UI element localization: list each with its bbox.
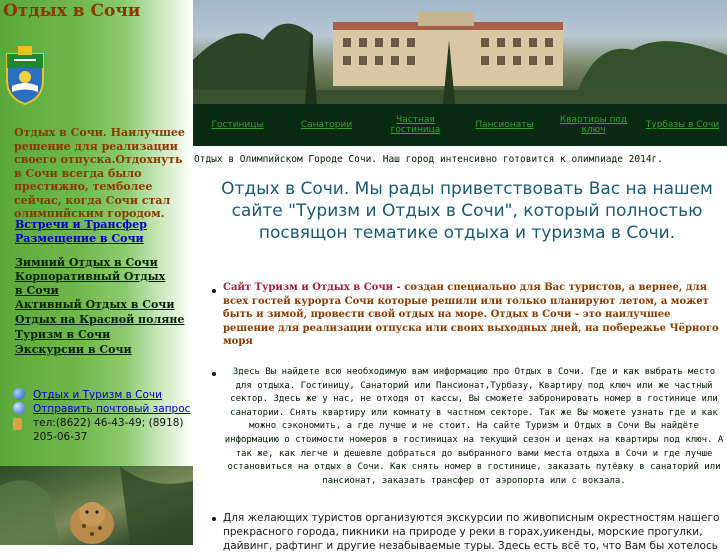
welcome-heading: Отдых в Сочи. Мы рады приветствовать Вас на нашем сайте "Туризм и Отдых в Сочи", который полностью посвящон тематике отдыха и туризма в Сочи. (221, 179, 713, 243)
bullet-1 (212, 289, 216, 293)
link-meetings-transfer[interactable]: Встречи и Трансфер (15, 218, 147, 231)
nav-apartments[interactable]: Квартиры под ключ (559, 115, 628, 135)
mail-request-link[interactable]: Отправить почтовый запрос (33, 403, 191, 415)
sidebar-intro-text: Отдых в Сочи. Наилучшее решение для реализации своего отпуска.Отдохнуть в Сочи всегда было престижно, темболее сейчас, когда Сочи стал олимпийским городом. (14, 126, 185, 220)
sidebar-item-winter[interactable]: Зимний Отдых в Сочи (15, 256, 158, 269)
main-nav (193, 104, 727, 146)
leopard-photo (0, 466, 193, 545)
nav-sanatoriums[interactable]: Санатории (300, 120, 353, 130)
nav-boarding-houses[interactable]: Пансионаты (475, 120, 534, 130)
contact-site-row (13, 388, 162, 401)
sidebar (0, 0, 193, 545)
mail-icon (13, 402, 25, 414)
link-accommodation[interactable]: Размещение в Сочи (15, 232, 144, 245)
paragraph-body: создан специально для Вас туристов, а вернее, для всех гостей курорта Сочи которые решили или только планируют летом, а может быть и зимой, провести свой отдых на море. Отдых в Сочи - это наилучшее решение для реализации отпуска или своих выходных дней, на побережье Чёрного моря (223, 282, 719, 347)
paragraph-info: Здесь Вы найдете всю необходимую вам информацию про Отдых в Сочи. Где и как выбрать место для отдыха. Гостиницу, Санаторий или Пансионат,Турбазу, Квартиру под ключ или же частный сектор. Здесь же у нас, не отходя от кассы, Вы сможете забронировать номер в гостинице или санатории. Снять квартиру или комнату в частном секторе. Так же Вы можете узнать где и как можно сэкономить, а где лучше и не стоит. На сайте Туризм и Отдых в Сочи Вы найдёте информацию о стоимости номеров в гостиницах на текущий сезон и ценах на квартиры под ключ. А так же, как легче и дешевле добраться до выбранного вами места отдыха в Сочи и где лучше остановиться на отдых в Сочи. Как снять номер в гостинице, заказать путёвку в санаторий или пансионат, заказать трансфер от аэропорта или с вокзала. (224, 367, 724, 486)
sidebar-item-active[interactable]: Активный Отдых в Сочи (15, 298, 175, 311)
header-hotel-photo (193, 0, 727, 104)
paragraph-excursions: Для желающих туристов организуются экскурсии по живописным окрестностям нашего прекрасного города, пикники на природе у реки в горах,уикенды, морские прогулки, дайвинг, рафтинг и другие незабываемые туры. Здесь есть всё то, что Вам бы хотелось (223, 512, 720, 552)
nav-private-hotel[interactable]: Частная гостиница (390, 115, 441, 135)
contact-mail-row (13, 402, 190, 415)
sidebar-item-excursions[interactable]: Экскурсии в Сочи (15, 343, 132, 356)
sidebar-item-corporate[interactable]: Корпоративный Отдых в Сочи (15, 270, 166, 297)
tagline: Отдых в Олимпийском Городе Сочи. Наш город интенсивно готовится к олимпиаде 2014г. (194, 154, 663, 165)
bullet-2 (212, 372, 216, 376)
paragraph-site-intro (223, 281, 723, 349)
globe-icon (13, 388, 25, 400)
contact-phone: тел:(8622) 46-43-49; (8918) 205-06-37 (33, 417, 184, 443)
phone-icon (13, 418, 22, 430)
nav-hotels[interactable]: Гостиницы (211, 120, 264, 130)
bullet-3 (212, 517, 216, 521)
coat-of-arms-icon (4, 44, 46, 106)
site-link[interactable]: Отдых и Туризм в Сочи (33, 389, 162, 401)
nav-tourist-camps[interactable]: Турбазы в Сочи (645, 120, 720, 130)
sidebar-item-tourism[interactable]: Туризм в Сочи (15, 328, 111, 341)
sidebar-item-krasnaya-polyana[interactable]: Отдых на Красной поляне (15, 313, 185, 326)
paragraph-lead: Сайт Туризм и Отдых в Сочи - (223, 282, 405, 293)
site-title: Отдых в Сочи (3, 1, 141, 21)
